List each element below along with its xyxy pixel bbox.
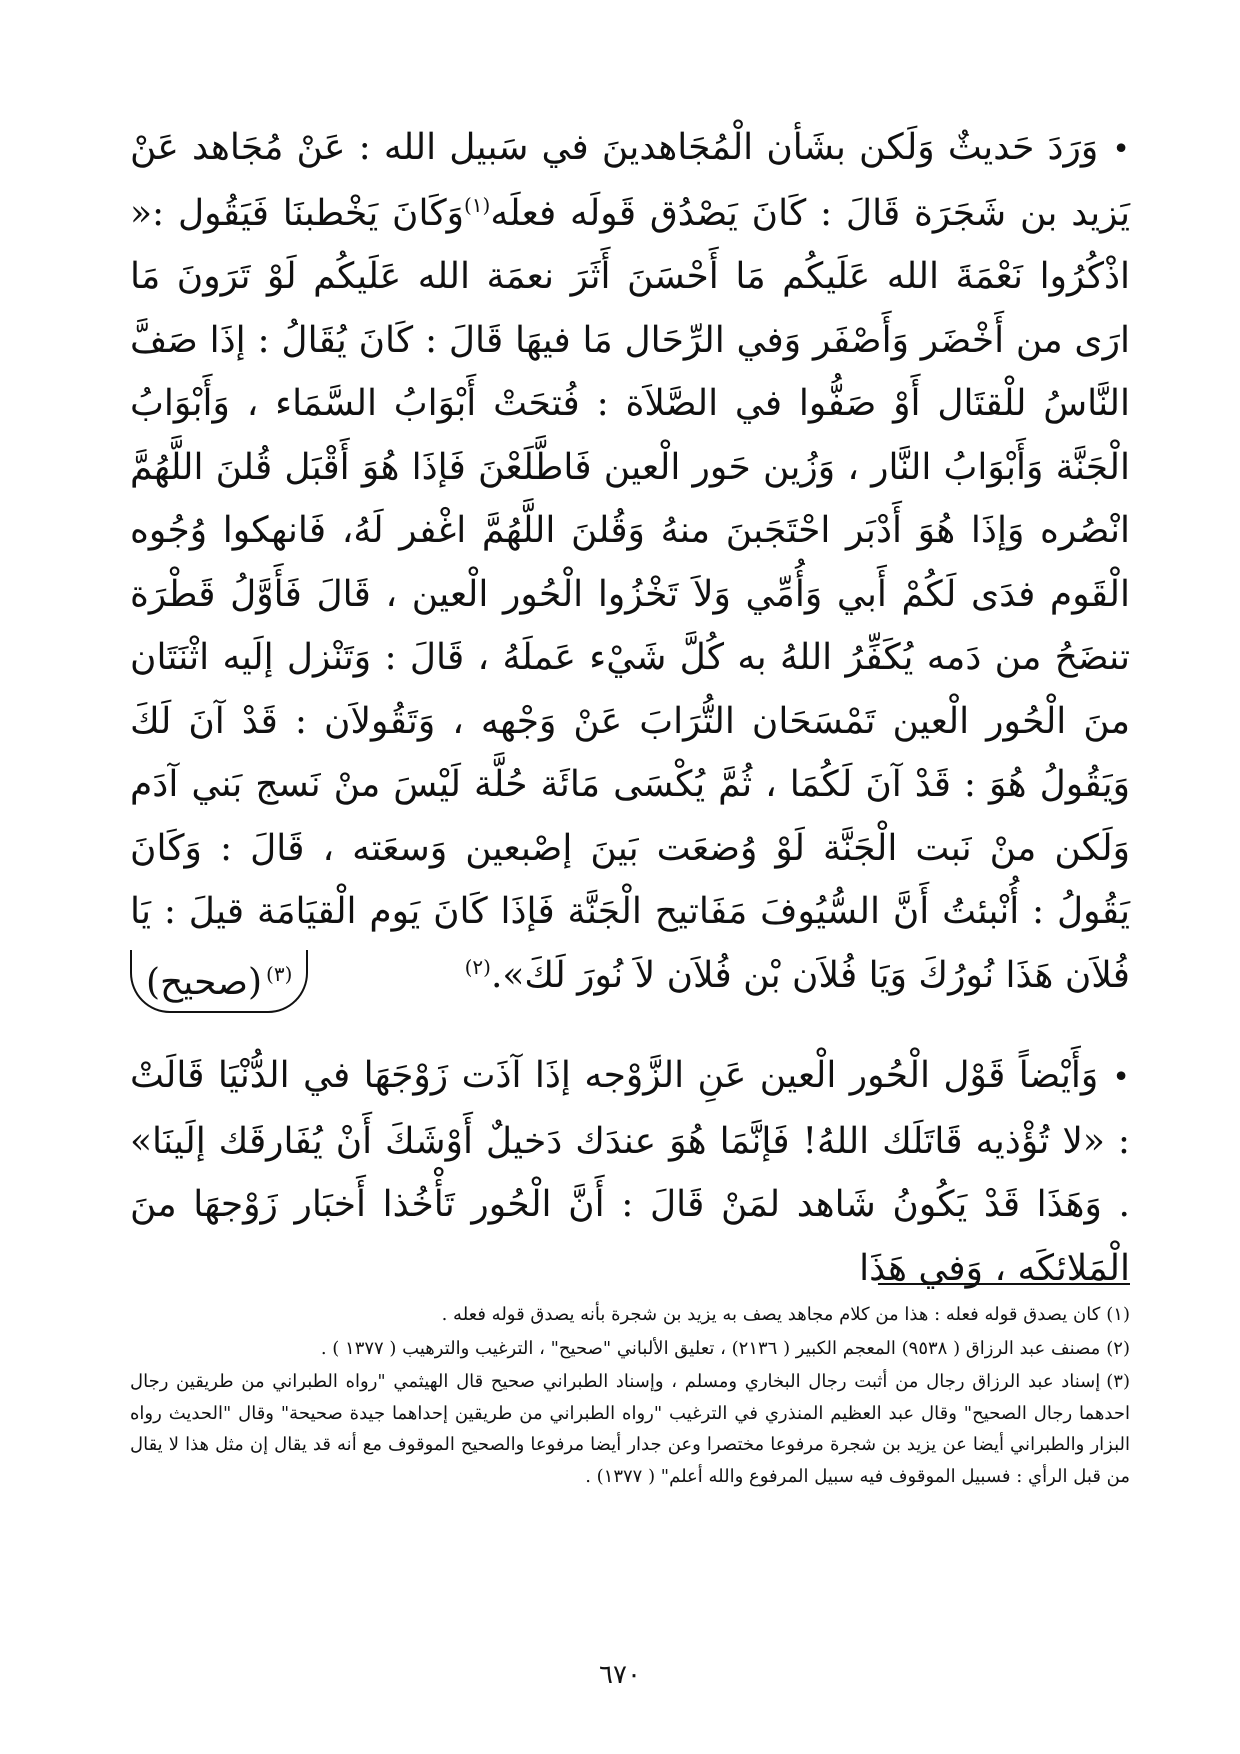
footnote-number: (٣) bbox=[1106, 1371, 1130, 1392]
paragraph-hur-al-ayn bbox=[130, 1044, 1130, 1300]
paragraph-hadith bbox=[130, 116, 1130, 1013]
footnote-number: (٢) bbox=[1106, 1337, 1130, 1359]
bullet-icon: • bbox=[1112, 132, 1130, 167]
paragraph-text: وَكَانَ يَخْطبنَا فَيَقُول :« اذْكُرُوا نَعْمَةَ الله عَلَيكُم مَا أَحْسَنَ أَثَرَ نعمَة الله عَلَيكُم لَوْ تَرَونَ مَا ارَى من أَخْضَر وَأَصْفَر وَفي الرِّحَال مَا فيهَا قَالَ : كَانَ يُقَالُ : إذَا صَفَّ النَّاسُ للْقتَال أَوْ صَفُّوا في الصَّلاَة : فُتحَتْ أَبْوَابُ السَّمَاء ، وَأَبْوَابُ الْجَنَّة وَأَبْوَابُ النَّار ، وَزُين حَور الْعين فَاطَّلَعْنَ فَإذَا هُوَ أَقْبَل قُلنَ اللَّهُمَّ انْصُره وَإذَا هُوَ أَدْبَر احْتَجَبنَ منهُ وَقُلنَ اللَّهُمَّ اغْفر لَهُ، فَانهكوا وُجُوه الْقَوم فدَى لَكُمْ أَبي وَأُمِّي وَلاَ تَخْزُوا الْحُور الْعين ، قَالَ فَأَوَّلُ قَطْرَة تنضَحُ من دَمه يُكَفِّرُ اللهُ به كُلَّ شَيْء عَملَهُ ، قَالَ : وَتَنْزل إلَيه اثْنَتَان منَ الْحُور الْعين تَمْسَحَان التُّرَابَ عَنْ وَجْهه ، وَتَقُولاَن : قَدْ آنَ لَكَ وَيَقُولُ هُوَ : قَدْ آنَ لَكُمَا ، ثُمَّ يُكْسَى مَائَة حُلَّة لَيْسَ منْ نَسج بَني آدَم وَلَكن منْ نَبت الْجَنَّة لَوْ وُضعَت بَينَ إصْبعين وَسعَته ، قَالَ : وَكَانَ يَقُولُ : أُنْبئتُ أَنَّ السُّيُوفَ مَفَاتيح الْجَنَّة فَإذَا كَانَ يَوم الْقيَامَة قيلَ : يَا فُلاَن هَذَا نُورُكَ وَيَا فُلاَن بْن فُلاَن لاَ نُورَ لَكَ». bbox=[130, 192, 1130, 996]
bullet-icon: • bbox=[1112, 1060, 1130, 1095]
page-number: ٦٧٠ bbox=[599, 1660, 641, 1690]
footnote-text: مصنف عبد الرزاق ( ٩٥٣٨) المعجم الكبير ( ٢١٣٦) ، تعليق الألباني "صحيح" ، الترغيب والترهيب ( ١٣٧٧ ) . bbox=[320, 1337, 1101, 1359]
footnote-ref-3[interactable]: (٣) bbox=[266, 961, 293, 986]
footnote-item bbox=[130, 1366, 1130, 1492]
footnote-number: (١) bbox=[1106, 1304, 1130, 1325]
footnote-ref-2[interactable]: (٢) bbox=[464, 954, 491, 979]
paragraph-text: وَأَيْضاً قَوْل الْحُور الْعين عَنِ الزَّوْجه إذَا آذَت زَوْجَهَا في الدُّنْيَا قَالَتْ : «لا تُؤْذيه قَاتَلَك اللهُ! فَإنَّمَا هُوَ عندَك دَخيلٌ أَوْشَكَ أَنْ يُفَارقَك إلَينَا» . وَهَذَا قَدْ يَكُونُ شَاهد لمَنْ قَالَ : أَنَّ الْحُور تَأْخُذا أَخبَار زَوْجهَا منَ الْمَلائكَه ، وَفي هَذَا bbox=[130, 1055, 1130, 1289]
footnote-text: كان يصدق قوله فعله : هذا من كلام مجاهد يصف به يزيد بن شجرة بأنه يصدق قوله فعله . bbox=[441, 1304, 1101, 1325]
footnote-text: إسناد عبد الرزاق رجال من أثبت رجال البخاري ومسلم ، وإسناد الطبراني صحيح قال الهيثمي "رواه الطبراني من طريقين رجال احدهما رجال الصحيح" وقال عبد العظيم المنذري في الترغيب "رواه الطبراني من طريقين إحداهما جيدة صحيحة" وقال "الحديث رواه البزار والطبراني أيضا عن يزيد بن شجرة مرفوعا مختصرا وعن جدار أيضا مرفوعا والصحيح الموقوف مع أنه قد يقال إن مثل هذا لا يقال من قبل الرأي : فسبيل الموقوف فيه سبيل المرفوع والله أعلم" ( ١٣٧٧) . bbox=[130, 1371, 1130, 1487]
grade-badge bbox=[130, 950, 308, 1013]
footnote-item bbox=[130, 1333, 1130, 1365]
footnote-divider bbox=[878, 1283, 1130, 1285]
footnote-item bbox=[130, 1299, 1130, 1331]
paragraph-text: وَرَدَ حَديثٌ وَلَكن بشَأن الْمُجَاهدينَ في سَبيل الله : عَنْ مُجَاهد عَنْ يَزيد بن شَجَرَة قَالَ : كَانَ يَصْدُق قَولَه فعلَه bbox=[130, 127, 1130, 234]
footnote-ref-1[interactable]: (١) bbox=[463, 192, 491, 217]
grade-label: (صحيح) bbox=[146, 961, 262, 1003]
footnotes bbox=[130, 1299, 1130, 1494]
